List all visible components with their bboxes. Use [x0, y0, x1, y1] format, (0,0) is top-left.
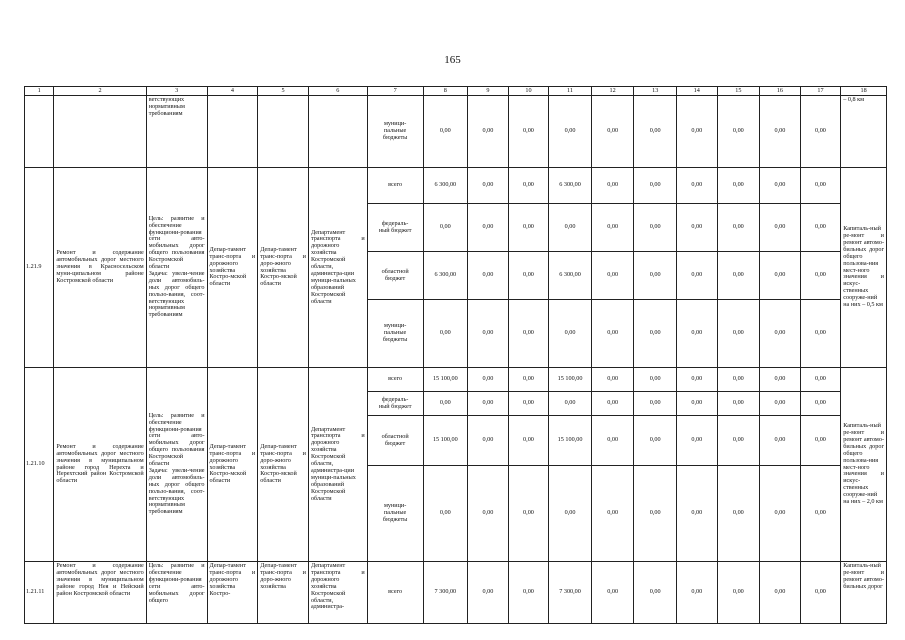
value-cell: 0,00: [717, 204, 760, 252]
value-cell: 0,00: [549, 392, 592, 416]
value-cell: 0,00: [676, 96, 717, 168]
value-cell: 0,00: [800, 252, 841, 300]
value-cell: 0,00: [800, 300, 841, 368]
name-cell: Ремонт и содержание автомобильных дорог местного значения в Красносельском муни-ципальном районе Костромской области: [54, 168, 146, 368]
value-cell: 0,00: [591, 204, 634, 252]
result-cell: Капиталь-ный ре-монт и ремонт автомо-бильных дорог общего пользова-ния мест-ного значения и искус-ственных сооруже-ний на них – 2,0 км: [841, 368, 887, 562]
value-cell: 0,00: [800, 168, 841, 204]
source-federal: федераль- ный бюджет: [367, 204, 423, 252]
value-cell: 0,00: [800, 204, 841, 252]
value-cell: 0,00: [676, 300, 717, 368]
value-cell: 0,00: [760, 204, 801, 252]
value-cell: 0,00: [468, 204, 509, 252]
col-number: 1: [25, 87, 54, 96]
value-cell: 0,00: [591, 96, 634, 168]
value-cell: 0,00: [423, 204, 468, 252]
value-cell: 0,00: [760, 368, 801, 392]
value-cell: 0,00: [634, 562, 677, 624]
value-cell: 0,00: [591, 562, 634, 624]
value-cell: 0,00: [549, 96, 592, 168]
value-cell: 0,00: [676, 252, 717, 300]
value-cell: 0,00: [676, 168, 717, 204]
col-number: 18: [841, 87, 887, 96]
page-number: 165: [444, 54, 461, 66]
code-cell: 1.21.10: [25, 368, 54, 562]
source-municipal: муници- пальные бюджеты: [367, 96, 423, 168]
col-number: 5: [258, 87, 309, 96]
value-cell: 0,00: [468, 368, 509, 392]
col-number: 6: [308, 87, 367, 96]
value-cell: 0,00: [591, 300, 634, 368]
value-cell: 0,00: [676, 204, 717, 252]
value-cell: 0,00: [760, 466, 801, 562]
value-cell: 0,00: [549, 300, 592, 368]
value-cell: 0,00: [760, 562, 801, 624]
value-cell: 0,00: [468, 96, 509, 168]
value-cell: 0,00: [423, 300, 468, 368]
executor-cell: [207, 96, 258, 168]
value-cell: 15 100,00: [549, 368, 592, 392]
value-cell: 0,00: [634, 168, 677, 204]
coexecutor-cell: Департамент транспорта и дорожного хозяйства Костромской области, администра-ции муници-пальных образований Костромской области: [308, 368, 367, 562]
code-cell: 1.21.11: [25, 562, 54, 624]
value-cell: 0,00: [800, 416, 841, 466]
source-municipal: муници- пальные бюджеты: [367, 300, 423, 368]
col-number: 17: [800, 87, 841, 96]
coexecutor-cell: Департамент транспорта и дорожного хозяйства Костромской области, администра-: [308, 562, 367, 624]
name-cell: Ремонт и содержание автомобильных дорог местного значения в муниципальном районе город Нея и Нейский район Костромской области: [54, 562, 146, 624]
col-number: 12: [591, 87, 634, 96]
value-cell: 0,00: [508, 96, 549, 168]
value-cell: 0,00: [717, 252, 760, 300]
value-cell: 0,00: [760, 168, 801, 204]
value-cell: 0,00: [508, 392, 549, 416]
value-cell: 0,00: [468, 300, 509, 368]
source-total: всего: [367, 562, 423, 624]
goal-cell: Цель: развитие и обеспечение функциони-рования сети авто-мобильных дорог общего пользования Костромской области Задача: увели-чение доли автомобиль-ных дорог общего пользо-вания, соот-ветствующих нормативным требованиям: [146, 168, 207, 368]
value-cell: 0,00: [634, 392, 677, 416]
value-cell: 0,00: [468, 416, 509, 466]
value-cell: 6 300,00: [549, 168, 592, 204]
value-cell: 0,00: [508, 416, 549, 466]
value-cell: 0,00: [634, 466, 677, 562]
value-cell: 15 100,00: [549, 416, 592, 466]
source-regional: областной бюджет: [367, 416, 423, 466]
value-cell: 0,00: [508, 204, 549, 252]
value-cell: 0,00: [717, 466, 760, 562]
value-cell: 0,00: [676, 392, 717, 416]
value-cell: 0,00: [717, 416, 760, 466]
value-cell: 0,00: [508, 252, 549, 300]
program-table: [24, 86, 887, 624]
value-cell: 0,00: [760, 392, 801, 416]
value-cell: 0,00: [676, 368, 717, 392]
value-cell: 0,00: [717, 368, 760, 392]
value-cell: 0,00: [717, 562, 760, 624]
col-number: 13: [634, 87, 677, 96]
col-number: 2: [54, 87, 146, 96]
source-total: всего: [367, 368, 423, 392]
value-cell: 0,00: [591, 252, 634, 300]
value-cell: 0,00: [591, 416, 634, 466]
table-row: [25, 368, 887, 392]
result-cell: Капиталь-ный ре-монт и ремонт автомо-бильных дорог: [841, 562, 887, 624]
name-cell: [54, 96, 146, 168]
value-cell: 0,00: [760, 416, 801, 466]
value-cell: 0,00: [468, 466, 509, 562]
value-cell: 0,00: [800, 368, 841, 392]
executor-cell: Депар-тамент транс-порта и дорожного хозяйства Костро-мской области: [207, 368, 258, 562]
table-row: [25, 562, 887, 624]
name-cell: Ремонт и содержание автомобильных дорог местного значения в муниципальном районе город Нерехта и Нерехтский район Костромской области: [54, 368, 146, 562]
value-cell: 0,00: [549, 204, 592, 252]
col-number: 4: [207, 87, 258, 96]
value-cell: 0,00: [634, 252, 677, 300]
value-cell: 0,00: [423, 96, 468, 168]
value-cell: 0,00: [508, 300, 549, 368]
result-cell: – 0,8 км: [841, 96, 887, 168]
executor-cell: Депар-тамент транс-порта и доро-жного хозяйства Костро-мской области: [258, 168, 309, 368]
value-cell: 0,00: [634, 416, 677, 466]
value-cell: 0,00: [634, 300, 677, 368]
value-cell: 0,00: [634, 96, 677, 168]
goal-cell: Цель: развитие и обеспечение функциони-рования сети авто-мобильных дорог общего пользования Костромской области Задача: увели-чение доли автомобиль-ных дорог общего пользо-вания, соот-ветствующих нормативным требованиям: [146, 368, 207, 562]
value-cell: 0,00: [676, 416, 717, 466]
table-row: [25, 168, 887, 204]
value-cell: 0,00: [634, 204, 677, 252]
coexecutor-cell: [308, 96, 367, 168]
value-cell: 15 100,00: [423, 368, 468, 392]
col-number: 16: [760, 87, 801, 96]
value-cell: 0,00: [634, 368, 677, 392]
value-cell: 6 300,00: [549, 252, 592, 300]
executor-cell: Депар-тамент транс-порта и доро-жного хозяйства: [258, 562, 309, 624]
column-number-row: [25, 87, 887, 96]
source-municipal: муници- пальные бюджеты: [367, 466, 423, 562]
col-number: 8: [423, 87, 468, 96]
value-cell: 0,00: [591, 168, 634, 204]
col-number: 15: [717, 87, 760, 96]
col-number: 9: [468, 87, 509, 96]
value-cell: 0,00: [508, 466, 549, 562]
code-cell: [25, 96, 54, 168]
code-cell: 1.21.9: [25, 168, 54, 368]
source-federal: федераль- ный бюджет: [367, 392, 423, 416]
value-cell: 7 300,00: [549, 562, 592, 624]
value-cell: 0,00: [676, 562, 717, 624]
source-regional: областной бюджет: [367, 252, 423, 300]
value-cell: 15 100,00: [423, 416, 468, 466]
value-cell: 0,00: [717, 300, 760, 368]
value-cell: 6 300,00: [423, 252, 468, 300]
result-cell: Капиталь-ный ре-монт и ремонт автомо-бильных дорог общего пользова-ния мест-ного значения и искус-ственных сооруже-ний на них – 0,5 км: [841, 168, 887, 368]
value-cell: 0,00: [591, 392, 634, 416]
col-number: 7: [367, 87, 423, 96]
col-number: 3: [146, 87, 207, 96]
value-cell: 7 300,00: [423, 562, 468, 624]
value-cell: 0,00: [800, 96, 841, 168]
value-cell: 0,00: [468, 392, 509, 416]
col-number: 10: [508, 87, 549, 96]
goal-cell: ветствующих нормативным требованиям: [146, 96, 207, 168]
value-cell: 0,00: [591, 368, 634, 392]
coexecutor-cell: Департамент транспорта и дорожного хозяйства Костромской области, администра-ции муници-пальных образований Костромской области: [308, 168, 367, 368]
value-cell: 0,00: [423, 392, 468, 416]
goal-cell: Цель: развитие и обеспечение функциони-рования сети авто-мобильных дорог общего: [146, 562, 207, 624]
value-cell: 0,00: [760, 300, 801, 368]
value-cell: 0,00: [676, 466, 717, 562]
value-cell: 0,00: [800, 466, 841, 562]
value-cell: 0,00: [468, 168, 509, 204]
value-cell: 0,00: [591, 466, 634, 562]
value-cell: 0,00: [468, 562, 509, 624]
value-cell: 0,00: [508, 368, 549, 392]
value-cell: 0,00: [800, 562, 841, 624]
value-cell: 0,00: [468, 252, 509, 300]
value-cell: 0,00: [508, 562, 549, 624]
executor-cell: Депар-тамент транс-порта и дорожного хозяйства Костро-: [207, 562, 258, 624]
col-number: 14: [676, 87, 717, 96]
value-cell: 0,00: [423, 466, 468, 562]
value-cell: 0,00: [508, 168, 549, 204]
col-number: 11: [549, 87, 592, 96]
value-cell: 0,00: [717, 96, 760, 168]
value-cell: 0,00: [800, 392, 841, 416]
value-cell: 0,00: [717, 168, 760, 204]
continuation-row: [25, 96, 887, 168]
value-cell: 6 300,00: [423, 168, 468, 204]
executor-cell: [258, 96, 309, 168]
executor-cell: Депар-тамент транс-порта и дорожного хозяйства Костро-мской области: [207, 168, 258, 368]
value-cell: 0,00: [760, 96, 801, 168]
value-cell: 0,00: [760, 252, 801, 300]
value-cell: 0,00: [549, 466, 592, 562]
value-cell: 0,00: [717, 392, 760, 416]
source-total: всего: [367, 168, 423, 204]
executor-cell: Депар-тамент транс-порта и доро-жного хозяйства Костро-мской области: [258, 368, 309, 562]
